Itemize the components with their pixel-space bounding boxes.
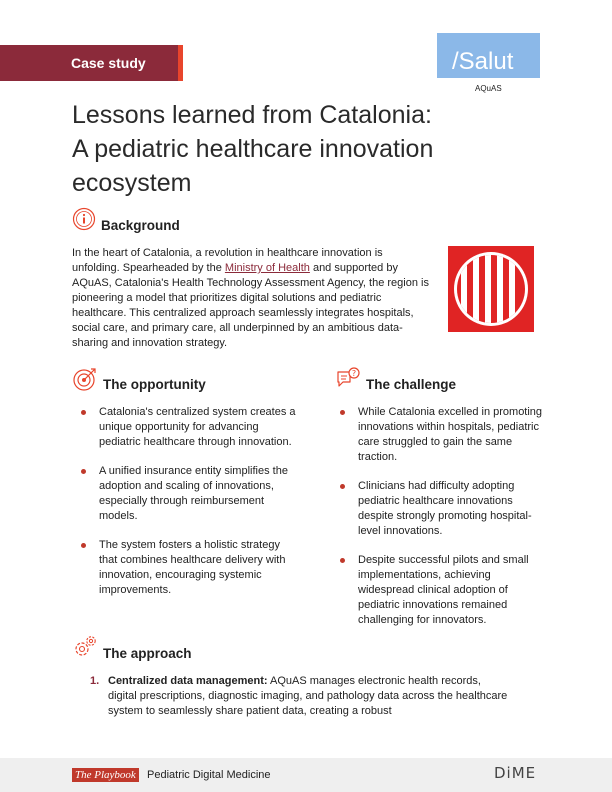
approach-item xyxy=(90,674,510,719)
challenge-item: While Catalonia excelled in promoting innovations within hospitals, pediatric care struggled to gain the same traction. xyxy=(340,405,545,465)
challenge-item: Despite successful pilots and small implementations, achieving widespread clinical adoption of pediatric innovations remained challenging for innovators. xyxy=(340,553,545,628)
salut-logo-text: /Salut xyxy=(452,48,514,75)
challenge-list xyxy=(340,405,545,628)
ministry-of-health-link[interactable]: Ministry of Health xyxy=(224,262,310,274)
approach-item-number: 1. xyxy=(90,675,100,687)
background-text-end: and supported by AQuAS, Catalonia's Health Technology Assessment Agency, the region is pioneering a model that prioritizes digital solutions and pediatric healthcare. This centralized approach seamlessly integrates hospitals, social care, and primary care, all underpinned by an ambitious data-sharing and innovation strategy. xyxy=(72,262,429,349)
question-chat-icon xyxy=(335,366,361,392)
approach-item-text: AQuAS manages electronic health records, digital prescriptions, diagnostic imaging, and pathology data across the healthcare system to seamlessly share patient data, creating a robust xyxy=(108,675,508,717)
case-study-label: Case study xyxy=(71,55,146,71)
info-circle-icon xyxy=(72,207,96,231)
challenge-heading: The challenge xyxy=(366,377,457,392)
title-line: ecosystem xyxy=(72,169,192,197)
title-line: A pediatric healthcare innovation xyxy=(72,135,434,163)
approach-heading: The approach xyxy=(103,646,192,661)
banner-accent-stripe xyxy=(178,45,183,81)
approach-list xyxy=(90,674,510,719)
gears-icon xyxy=(72,634,98,660)
target-icon xyxy=(72,366,98,392)
opportunity-item: The system fosters a holistic strategy that combines healthcare delivery with innovation, encouraging systemic improvements. xyxy=(81,538,296,598)
title-line: Lessons learned from Catalonia: xyxy=(72,101,432,129)
background-paragraph xyxy=(72,246,432,351)
page-title xyxy=(72,98,492,200)
playbook-title: Pediatric Digital Medicine xyxy=(147,769,271,781)
aquas-logo-text: AQuAS xyxy=(475,84,502,93)
opportunity-item: Catalonia's centralized system creates a unique opportunity for advancing pediatric healthcare through innovation. xyxy=(81,405,296,450)
opportunity-list xyxy=(81,405,296,598)
approach-item-title: Centralized data management: xyxy=(108,675,268,687)
background-heading: Background xyxy=(101,218,180,233)
challenge-item: Clinicians had difficulty adopting pediatric healthcare innovations despite strongly promoting hospital-level innovations. xyxy=(340,479,545,539)
opportunity-heading: The opportunity xyxy=(103,377,206,392)
catalonia-flag-icon xyxy=(448,246,534,332)
opportunity-item: A unified insurance entity simplifies the adoption and scaling of innovations, especially through reimbursement models. xyxy=(81,464,296,524)
dime-logo: DiME xyxy=(494,764,537,782)
background-text-start: In the heart of Catalonia, a revolution in healthcare innovation is unfolding. Spearheaded by the xyxy=(72,247,383,274)
svg-text:?: ? xyxy=(351,369,357,378)
playbook-logo: The Playbook xyxy=(72,768,139,782)
